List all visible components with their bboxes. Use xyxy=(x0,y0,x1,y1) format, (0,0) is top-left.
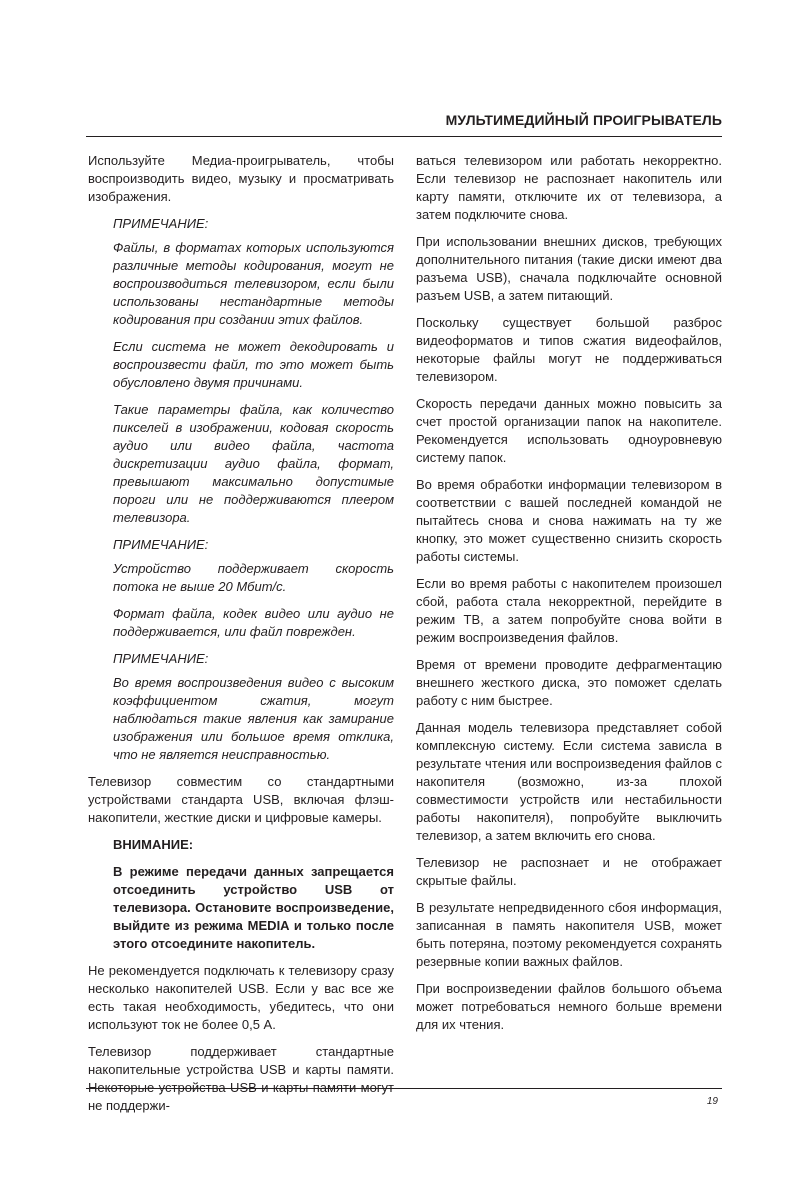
body-paragraph: Время от времени проводите дефрагментацию внешнего жесткого диска, это поможет сделать работу с ним быстрее. xyxy=(416,657,722,708)
note-title: ПРИМЕЧАНИЕ: xyxy=(113,537,209,552)
left-column xyxy=(88,152,394,1124)
body-paragraph: Данная модель телевизора представляет собой комплексную систему. Если система зависла в результате чтения или воспроизведения файлов с накопителя (возможно, из-за плохой совместимости устройств или нестабильности работы накопителя), попробуйте выключить телевизор, а затем включить его снова. xyxy=(416,720,722,843)
body-paragraph: Телевизор поддерживает стандартные накопительные устройства USB и карты памяти. Некоторые устройства USB и карты памяти могут не поддержи- xyxy=(88,1044,394,1113)
body-paragraph: В результате непредвиденного сбоя информация, записанная в память накопителя USB, может быть потеряна, поэтому рекомендуется сохранять резервные копии важных файлов. xyxy=(416,900,722,969)
header-divider xyxy=(86,136,722,137)
warning-text: В режиме передачи данных запрещается отсоединить устройство USB от телевизора. Остановите воспроизведение, выйдите из режима MEDIA и только после этого отсоедините накопитель. xyxy=(113,864,394,951)
warning-title: ВНИМАНИЕ: xyxy=(113,837,194,852)
note-paragraph: Файлы, в форматах которых используются различные методы кодирования, могут не воспроизводиться телевизором, если были использованы нестандартные методы кодирования при создании этих файлов. xyxy=(113,240,394,327)
body-paragraph: ваться телевизором или работать некорректно. Если телевизор не распознает накопитель или карту памяти, отключите их от телевизора, а затем подключите снова. xyxy=(416,153,722,222)
note-paragraph: Формат файла, кодек видео или аудио не поддерживается, или файл поврежден. xyxy=(113,606,394,639)
body-paragraph: Телевизор совместим со стандартными устройствами стандарта USB, включая флэш-накопители, жесткие диски и цифровые камеры. xyxy=(88,774,394,825)
note-title: ПРИМЕЧАНИЕ: xyxy=(113,216,209,231)
body-paragraph: Не рекомендуется подключать к телевизору сразу несколько накопителей USB. Если у вас все же есть такая необходимость, убедитесь, что они используют ток не более 0,5 А. xyxy=(88,963,394,1032)
note-paragraph: Во время воспроизведения видео с высоким коэффициентом сжатия, могут наблюдаться такие явления как замирание изображения или большое время отклика, что не является неисправностью. xyxy=(113,675,394,762)
note-paragraph: Устройство поддерживает скорость потока не выше 20 Мбит/с. xyxy=(113,561,394,594)
body-paragraph: При использовании внешних дисков, требующих дополнительного питания (такие диски имеют два разъема USB), сначала подключайте основной разъем USB, а затем питающий. xyxy=(416,234,722,303)
body-paragraph: Поскольку существует большой разброс видеоформатов и типов сжатия видеофайлов, некоторые файлы могут не поддерживаться телевизором. xyxy=(416,315,722,384)
body-paragraph: Скорость передачи данных можно повысить за счет простой организации папок на накопителе. Рекомендуется использовать одноуровневую систему папок. xyxy=(416,396,722,465)
note-paragraph: Если система не может декодировать и воспроизвести файл, то это может быть обусловлено двумя причинами. xyxy=(113,339,394,390)
note-paragraph: Такие параметры файла, как количество пикселей в изображении, кодовая скорость аудио или видео файла, частота дискретизации аудио файла, формат, превышают максимально допустимые пороги или не поддерживаются плеером телевизора. xyxy=(113,402,394,525)
page-header-title: МУЛЬТИМЕДИЙНЫЙ ПРОИГРЫВАТЕЛЬ xyxy=(445,112,722,128)
intro-paragraph: Используйте Медиа-проигрыватель, чтобы воспроизводить видео, музыку и просматривать изображения. xyxy=(88,153,394,204)
body-paragraph: Телевизор не распознает и не отображает скрытые файлы. xyxy=(416,855,722,888)
footer-divider xyxy=(86,1088,722,1089)
body-paragraph: Если во время работы с накопителем произошел сбой, работа стала некорректной, перейдите в режим ТВ, а затем попробуйте снова войти в режим воспроизведения файлов. xyxy=(416,576,722,645)
body-paragraph: При воспроизведении файлов большого объема может потребоваться немного больше времени для их чтения. xyxy=(416,981,722,1032)
page-number: 19 xyxy=(706,1096,718,1107)
right-column xyxy=(416,152,722,1043)
body-paragraph: Во время обработки информации телевизором в соответствии с вашей последней командой не пытайтесь снова и снова нажимать на ту же кнопку, это может существенно снизить скорость работы системы. xyxy=(416,477,722,564)
note-title: ПРИМЕЧАНИЕ: xyxy=(113,651,209,666)
